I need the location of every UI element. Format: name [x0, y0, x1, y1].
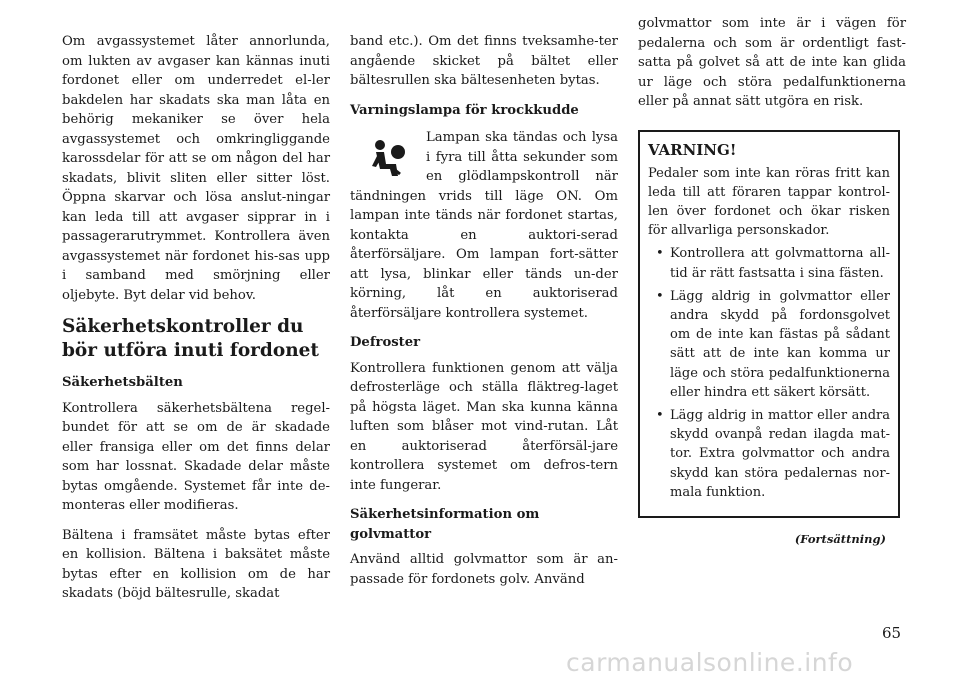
seatbelts-paragraph: Kontrollera säkerhetsbältena regel-bundet för att se om de är skadade eller fransiga eller om det finns delar som har lossnat. Skadade delar måste bytas omgående. Systemet får inte de-monteras eller modifieras.: [62, 400, 330, 513]
airbag-warning-icon: [366, 136, 412, 182]
warning-title: VARNING!: [648, 140, 737, 159]
airbag-lamp-block: [350, 128, 618, 323]
continued-label: (Fortsättning): [794, 532, 886, 546]
airbag-lamp-paragraph: Lampan ska tändas och lysa i fyra till åtta sekunder som en glödlampskontroll när tändningen vrids till läge ON. Om lampan inte tänds när fordonet startas, kontakta en auktori-serad återförsäljare. Om lampan fort-sätter att lysa, blinkar eller tänds un-der körning, låt en auktoriserad återförsäljare kontrollera systemet.: [350, 130, 618, 321]
seatbelts-continued-paragraph: band etc.). Om det finns tveksamhe-ter angående skicket på bältet eller bältesrullen ska bältesenheten bytas.: [350, 34, 618, 88]
warning-bullet: • Lägg aldrig in mattor eller andra skydd ovanpå redan ilagda mat-tor. Extra golvmattor och andra skydd kan störa pedalernas nor-mala funktion.: [656, 407, 890, 500]
floor-mats-heading: Säkerhetsinformation om golvmattor: [350, 507, 540, 542]
airbag-lamp-heading: Varningslampa för krockkudde: [350, 102, 579, 118]
defroster-heading: Defroster: [350, 335, 421, 350]
warning-box: [638, 130, 900, 518]
exhaust-paragraph: Om avgassystemet låter annorlunda, om lukten av avgaser kan kännas inuti fordonet eller om underredet el-ler bakdelen har skadats ska man låta en behörig mekaniker se över hela avgassystemet och omkringliggande karossdelar för att se om någon del har skadats, blivit sliten eller sitter löst. Öppna skarvar och lösa anslut-ningar kan leda till att avgaser sipprar in i passagerarutrymmet. Kontrollera även avgassystemet när fordonet his-sas upp i samband med smörjning eller oljebyte. Byt delar vid behov.: [62, 34, 330, 303]
seatbelts-replace-paragraph: Bältena i framsätet måste bytas efter en kollision. Bältena i baksätet måste bytas efter en kollision om de har skadats (böjd bältesrulle, skadat: [62, 527, 330, 601]
warning-bullet: • Kontrollera att golvmattorna all-tid är rätt fastsatta i sina fästen.: [656, 246, 890, 281]
defroster-paragraph: Kontrollera funktionen genom att välja defrosterläge och ställa fläktreg-laget på högsta läget. Man ska kunna känna luften som blåser mot vind-rutan. Låt en auktoriserad återförsäl-jare kontrollera systemet om defros-tern inte fungerar.: [350, 360, 618, 493]
watermark: carmanualsonline.info: [566, 648, 854, 677]
seatbelts-heading: Säkerhetsbälten: [62, 375, 183, 390]
column-right: [638, 14, 906, 546]
warning-list: [648, 244, 890, 502]
column-left: [62, 32, 330, 614]
warning-intro: Pedaler som inte kan röras fritt kan leda till att föraren tappar kontrol-len över fordonet och ökar risken för allvarliga personskador.: [648, 165, 890, 239]
floor-mats-paragraph: Använd alltid golvmattor som är an-passade för fordonets golv. Använd: [350, 552, 618, 587]
section-heading: Säkerhetskontroller du bör utföra inuti fordonet: [62, 316, 319, 361]
column-middle: [350, 32, 618, 599]
floor-mats-continued-paragraph: golvmattor som inte är i vägen för pedalerna och som är ordentligt fast-satta på golvet så att de inte kan glida ur läge och störa pedalfunktionerna eller på annat sätt utgöra en risk.: [638, 16, 906, 109]
page-number: 65: [882, 624, 902, 642]
warning-bullet: • Lägg aldrig in golvmattor eller andra skydd på fordonsgolvet om de inte kan fästas på sådant sätt att de inte kan komma ur läge och störa pedalfunktionerna eller hindra ett säkert körsätt.: [656, 288, 890, 400]
